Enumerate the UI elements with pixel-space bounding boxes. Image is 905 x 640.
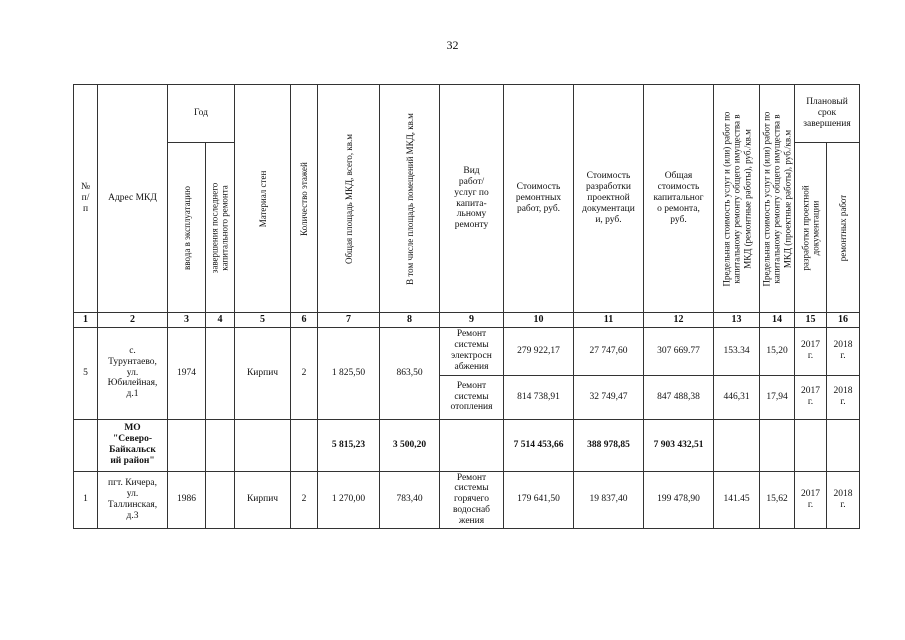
row-work-type: Ремонт системы электросн абжения <box>440 327 504 375</box>
column-number: 12 <box>644 313 714 328</box>
row-design-cost: 32 749,47 <box>574 375 644 419</box>
header-total-cost: Общая стоимость капитальног о ремонта, руб. <box>644 85 714 313</box>
header-limit-design: Предельная стоимость услуг и (или) работ по капитальному ремонту общего имущества в МКД (проектные работы), руб./кв.м <box>760 85 795 313</box>
header-limit-repair: Предельная стоимость услуг и (или) работ по капитальному ремонту общего имущества в МКД (ремонтные работы), руб./кв.м <box>714 85 760 313</box>
column-number: 14 <box>760 313 795 328</box>
header-wall-material: Материал стен <box>235 85 291 313</box>
row-repair-year: 2018 г. <box>827 375 860 419</box>
column-number: 7 <box>318 313 380 328</box>
total-rooms-area: 3 500,20 <box>380 419 440 471</box>
column-number: 9 <box>440 313 504 328</box>
row-work-type: Ремонт системы отопления <box>440 375 504 419</box>
row-repair-cost: 179 641,50 <box>504 471 574 529</box>
row-limit-design: 17,94 <box>760 375 795 419</box>
row-rooms-area: 863,50 <box>380 327 440 419</box>
column-number: 1 <box>74 313 98 328</box>
row-design-year: 2017 г. <box>795 327 827 375</box>
header-planned-group: Плановый срок завершения <box>795 85 860 143</box>
row-repair-cost: 814 738,91 <box>504 375 574 419</box>
column-number: 5 <box>235 313 291 328</box>
row-design-cost: 27 747,60 <box>574 327 644 375</box>
column-number: 10 <box>504 313 574 328</box>
row-limit-design: 15,62 <box>760 471 795 529</box>
total-area: 5 815,23 <box>318 419 380 471</box>
total-label: МО "Северо- Байкальск ий район" <box>98 419 168 471</box>
row-design-cost: 19 837,40 <box>574 471 644 529</box>
row-wall-material: Кирпич <box>235 327 291 419</box>
column-number: 2 <box>98 313 168 328</box>
column-number: 4 <box>206 313 235 328</box>
row-wall-material: Кирпич <box>235 471 291 529</box>
column-number-row <box>74 313 860 328</box>
row-year-built: 1986 <box>168 471 206 529</box>
row-year-built: 1974 <box>168 327 206 419</box>
column-number: 6 <box>291 313 318 328</box>
column-number: 13 <box>714 313 760 328</box>
total-repair-cost: 7 514 453,66 <box>504 419 574 471</box>
row-total-cost: 847 488,38 <box>644 375 714 419</box>
header-design-cost: Стоимость разработки проектной документаци и, руб. <box>574 85 644 313</box>
row-total-area: 1 270,00 <box>318 471 380 529</box>
capital-repair-table <box>73 84 860 529</box>
total-row <box>74 419 860 471</box>
header-design-year: разработки проектной документации <box>795 143 827 313</box>
header-work-type: Вид работ/ услуг по капита- льному ремонту <box>440 85 504 313</box>
column-number: 3 <box>168 313 206 328</box>
row-limit-repair: 446,31 <box>714 375 760 419</box>
row-total-cost: 199 478,90 <box>644 471 714 529</box>
header-rooms-area: В том числе площадь помещений МКД, кв.м <box>380 85 440 313</box>
row-total-cost: 307 669.77 <box>644 327 714 375</box>
row-year-last-repair <box>206 471 235 529</box>
row-year-last-repair <box>206 327 235 419</box>
header-repair-cost: Стоимость ремонтных работ, руб. <box>504 85 574 313</box>
total-design-cost: 388 978,85 <box>574 419 644 471</box>
row-address: с. Турунтаево, ул. Юбилейная, д.1 <box>98 327 168 419</box>
column-number: 16 <box>827 313 860 328</box>
row-repair-cost: 279 922,17 <box>504 327 574 375</box>
row-limit-repair: 153.34 <box>714 327 760 375</box>
header-repair-year: ремонтных работ <box>827 143 860 313</box>
row-floors: 2 <box>291 327 318 419</box>
table-row <box>74 327 860 375</box>
header-year-last-repair: завершения последнего капитального ремонта <box>206 143 235 313</box>
header-total-area: Общая площадь МКД, всего, кв.м <box>318 85 380 313</box>
row-limit-repair: 141.45 <box>714 471 760 529</box>
column-number: 15 <box>795 313 827 328</box>
row-address: пгт. Кичера, ул. Таллинская, д.3 <box>98 471 168 529</box>
row-limit-design: 15,20 <box>760 327 795 375</box>
row-total-area: 1 825,50 <box>318 327 380 419</box>
header-number: № п/ п <box>74 85 98 313</box>
row-number: 1 <box>74 471 98 529</box>
row-work-type: Ремонт системы горячего водоснаб жения <box>440 471 504 529</box>
total-overall-cost: 7 903 432,51 <box>644 419 714 471</box>
header-address: Адрес МКД <box>98 85 168 313</box>
column-number: 8 <box>380 313 440 328</box>
table-row <box>74 471 860 529</box>
row-design-year: 2017 г. <box>795 471 827 529</box>
page-number: 32 <box>446 38 459 52</box>
header-year-group: Год <box>168 85 235 143</box>
row-repair-year: 2018 г. <box>827 471 860 529</box>
header-floors: Количество этажей <box>291 85 318 313</box>
column-number: 11 <box>574 313 644 328</box>
header-year-built: ввода в эксплуатацию <box>168 143 206 313</box>
row-number: 5 <box>74 327 98 419</box>
row-design-year: 2017 г. <box>795 375 827 419</box>
row-rooms-area: 783,40 <box>380 471 440 529</box>
row-floors: 2 <box>291 471 318 529</box>
row-repair-year: 2018 г. <box>827 327 860 375</box>
